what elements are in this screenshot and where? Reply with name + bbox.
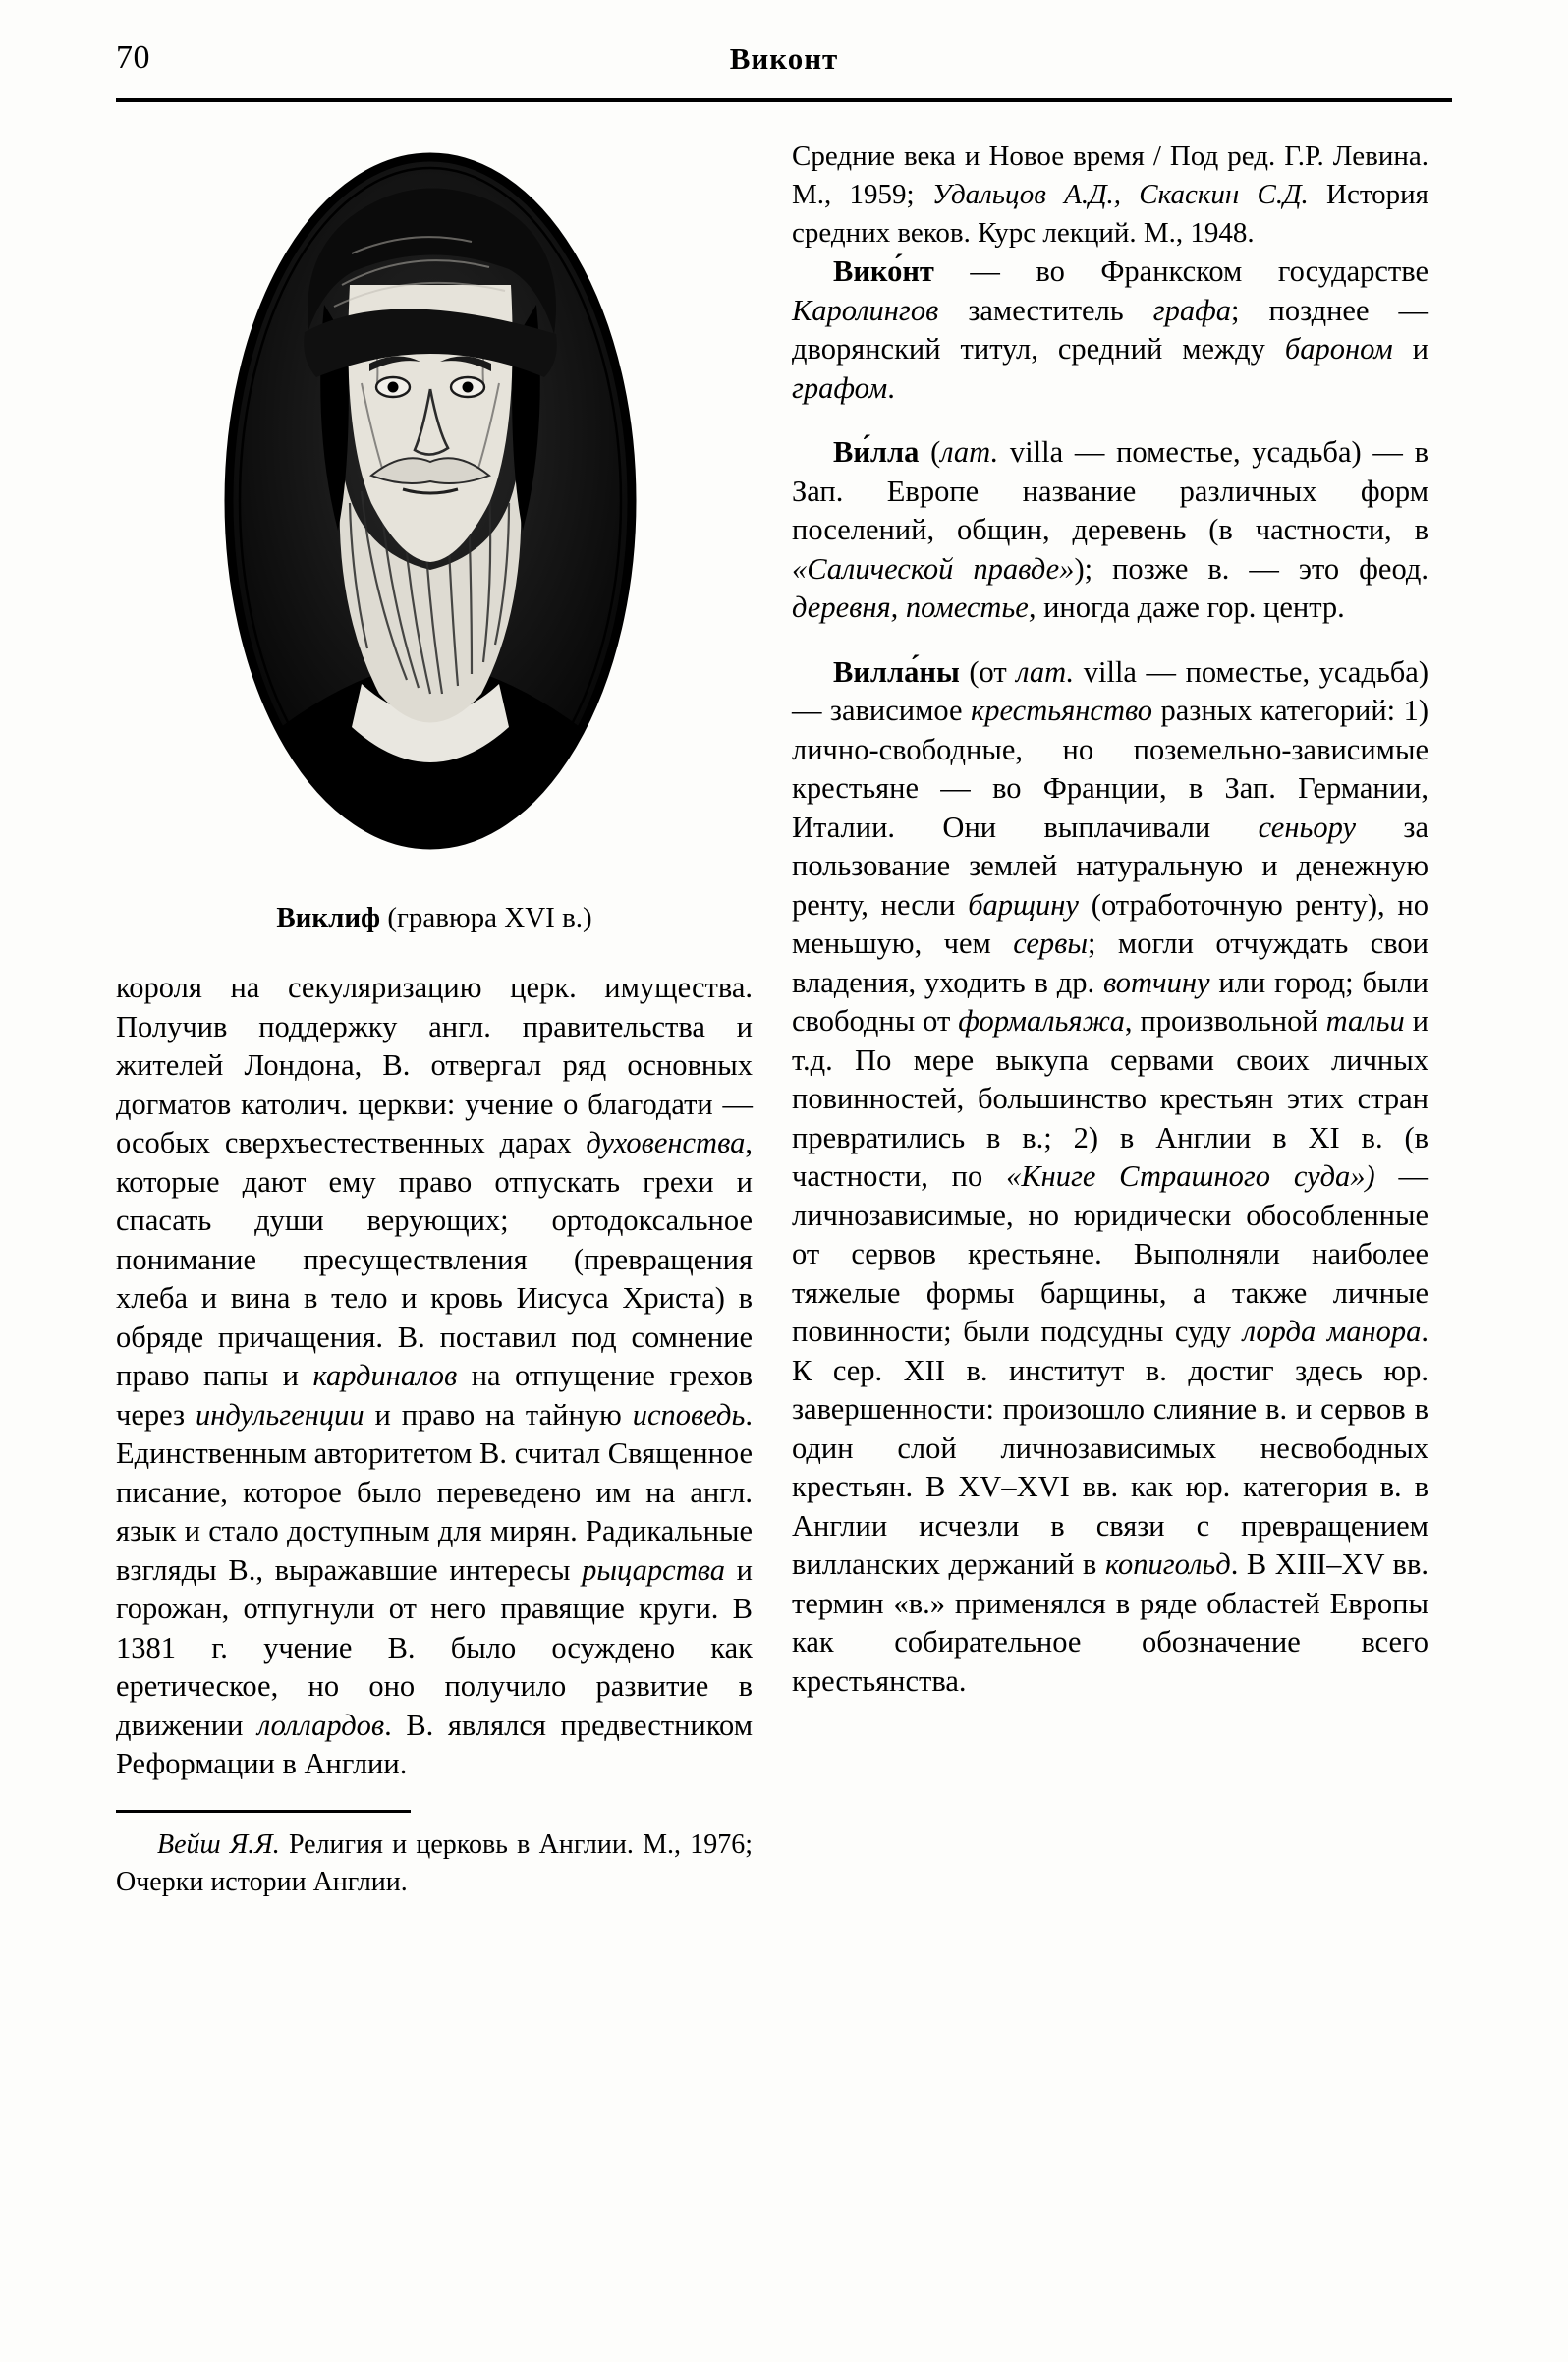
entry-headword: Вилла́ны	[833, 654, 960, 689]
italic-run: лоллардов	[256, 1708, 385, 1742]
left-column	[116, 138, 753, 1901]
italic-run: индульгенции	[195, 1397, 364, 1432]
running-head	[116, 39, 1452, 90]
italic-run: Каролингов	[792, 293, 939, 327]
portrait-svg	[214, 138, 646, 865]
italic-run: сеньору	[1258, 810, 1356, 844]
text-run: . К сер. XII в. институт в. достиг здесь юр. завершенности: произошло слияние в. и сервов в один слой личнозависимых несвободных крестьян. В XV–XVI вв. как юр. категория в. в Англии исчезли в связи с превращением вилланских держаний в	[792, 1315, 1429, 1581]
text-run: . Единственным авторитетом В. считал Священное писание, которое было переведено им на англ. язык и стало доступным для мирян. Радикальные взгляды В., выражавшие интересы	[116, 1397, 753, 1587]
text-run: — во Франкском государстве	[933, 254, 1428, 288]
text-run: короля на секуляризацию церк. имущества. Получив поддержку англ. правительства и жителей Лондона, В. отвергал ряд основных догматов католич. церкви: учение о благодати — особых сверхъестественных дарах	[116, 971, 753, 1159]
italic-run: кардиналов	[312, 1359, 458, 1392]
text-run: , произвольной	[1124, 1004, 1326, 1038]
page-number: 70	[116, 39, 150, 76]
text-run: или город; были свободны от	[792, 965, 1428, 1038]
text-run: и право на тайную	[364, 1397, 633, 1432]
text-run: заместитель	[938, 293, 1153, 327]
text-run: (от	[959, 654, 1017, 689]
dictionary-entries	[792, 253, 1428, 1701]
italic-run: формальяжа	[958, 1004, 1125, 1038]
italic-run: лорда манора	[1242, 1315, 1422, 1348]
italic-run: духовенства	[586, 1126, 746, 1159]
bibliography-text: Религия и церковь в Англии. М., 1976; Очерки истории Англии.	[116, 1828, 753, 1897]
italic-run: Удальцов А.Д., Скаскин С.Д.	[931, 179, 1309, 210]
italic-run: «Салической правде»	[792, 551, 1075, 586]
text-run: , которые дают ему право отпускать грехи и спасать души верующих; ортодоксальное понимание пресуществления (превращения хлеба и вина в тело и кровь Иисуса Христа) в обряде причащения. В. поставил под сомнение право папы и	[116, 1126, 753, 1392]
running-title: Виконт	[729, 41, 839, 76]
dictionary-entry	[792, 433, 1428, 628]
entry-headword: Ви́лла	[833, 435, 920, 469]
italic-run: деревня, поместье,	[792, 590, 1036, 624]
text-run: и т.д. По мере выкупа сервами своих личных повинностей, большинство крестьян этих стран превратились в в.; 2) в Англии в XI в. (в частности, по	[792, 1004, 1428, 1193]
text-run: villa — поместье, усадьба) — зависимое	[792, 654, 1428, 727]
dictionary-entry	[792, 653, 1428, 1702]
italic-run: лат.	[1016, 654, 1075, 689]
italic-run: графом	[792, 370, 888, 405]
figure-caption	[116, 899, 753, 938]
text-run: за пользование землей натуральную и денежную ренту, несли	[792, 810, 1428, 922]
italic-run: «Книге Страшного суда»)	[1006, 1159, 1375, 1193]
text-run: Средние века и Новое время / Под ред. Г.Р. Левина. М., 1959;	[792, 141, 1428, 210]
left-body-text	[116, 969, 753, 1784]
italic-run: бароном	[1284, 332, 1393, 366]
text-run: ); позже в. — это феод.	[1074, 551, 1428, 586]
italic-run: тальи	[1325, 1004, 1405, 1038]
text-run: (отработочную ренту), но меньшую, чем	[792, 887, 1428, 960]
text-run: ; позднее — дворянский титул, средний между	[792, 293, 1428, 366]
figure-block	[116, 138, 753, 963]
italic-run: исповедь	[632, 1397, 746, 1432]
right-column	[792, 138, 1428, 1701]
text-run: иногда даже гор. центр.	[1036, 590, 1345, 624]
text-run: (	[919, 435, 941, 469]
text-run: на отпущение грехов через	[116, 1359, 753, 1432]
figure-caption-name: Виклиф	[276, 902, 381, 933]
text-run: разных категорий: 1) лично-свободные, но поземельно-зависимые крестьяне — во Франции, в Зап. Германии, Италии. Они выплачивали	[792, 694, 1428, 844]
italic-run: крестьянство	[971, 694, 1153, 727]
dictionary-entry	[792, 253, 1428, 408]
italic-run: барщину	[968, 887, 1079, 922]
bibliography-author: Вейш Я.Я.	[157, 1828, 280, 1860]
bibliography-note	[116, 1827, 753, 1901]
text-run: villa — поместье, усадьба) — в Зап. Европе название различных форм поселений, общин, деревень (в частности, в	[792, 435, 1428, 546]
entry-headword: Вико́нт	[833, 254, 934, 288]
text-run: . В. являлся предвестником Реформации в Англии.	[116, 1708, 753, 1780]
italic-run: графа	[1152, 293, 1232, 327]
text-run: История средних веков. Курс лекций. М., 1948.	[792, 179, 1429, 249]
text-run: и горожан, отпугнули от него правящие круги. В 1381 г. учение В. было осуждено как еретическое, но оно получило развитие в движении	[116, 1552, 754, 1742]
text-run: — личнозависимые, но юридически обособленные от сервов крестьяне. Выполняли наиболее тяжелые формы барщины, а также личные повинности; были подсудны суду	[792, 1159, 1428, 1348]
portrait-engraving	[214, 138, 646, 865]
text-run: . В XIII–XV вв. термин «в.» применялся в ряде областей Европы как собирательное обозначение всего крестьянства.	[792, 1547, 1428, 1698]
text-run: .	[887, 370, 895, 405]
italic-run: рыцарства	[582, 1552, 725, 1587]
italic-run: лат.	[940, 435, 999, 469]
text-run: ; могли отчуждать свои владения, уходить в др.	[792, 927, 1428, 999]
bibliography-divider	[116, 1810, 411, 1813]
text-run: и	[1392, 332, 1428, 366]
italic-run: вотчину	[1102, 965, 1210, 999]
header-divider	[116, 98, 1452, 102]
italic-run: сервы	[1013, 927, 1089, 960]
references-continued	[792, 138, 1428, 253]
figure-caption-detail: (гравюра XVI в.)	[380, 902, 592, 933]
italic-run: копигольд	[1104, 1547, 1231, 1581]
